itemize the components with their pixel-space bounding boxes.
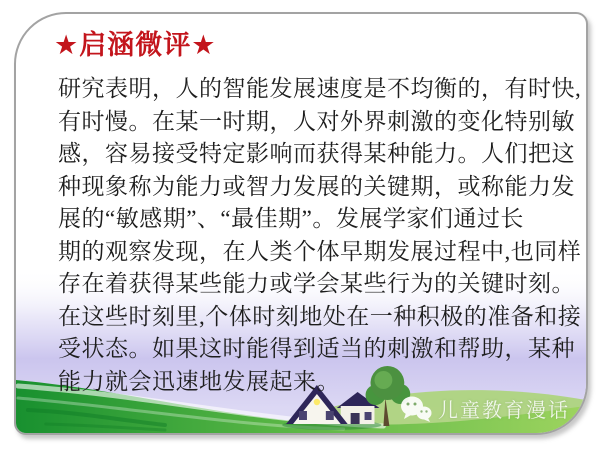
watermark [400,394,570,423]
body-text-line: 能力就会迅速地发展起来。 [58,368,340,394]
body-text-line: 种现象称为能力或智力发展的关键期，或称能力发 [58,173,575,199]
body-text-line: 期的观察发现，在人类个体早期发展过程中,也同样 [58,238,582,264]
body-text-line: 有时慢。在某一时期，人对外界刺激的变化特别敏 [58,108,575,134]
body-text-line: 研究表明，人的智能发展速度是不均衡的，有时快, [58,76,582,101]
body-text-line: 受状态。如果这时能得到适当的刺激和帮助，某种 [58,336,575,361]
body-text-line: 存在着获得某些能力或学会某些行为的关键时刻。 [58,271,575,296]
body-text-line: 感，容易接受特定影响而获得某种能力。人们把这 [58,141,575,166]
page-title: ★启涵微评★ [54,30,217,60]
review-card [14,12,588,435]
wechat-icon [400,396,432,422]
body-text-line: 在这些时刻里,个体时刻地处在一种积极的准备和接 [58,303,582,329]
body-text [16,73,586,398]
watermark-label: 儿童教育漫话 [438,400,570,422]
body-text-line: 展的“敏感期”、“最佳期”。发展学家们通过长 [58,206,524,231]
